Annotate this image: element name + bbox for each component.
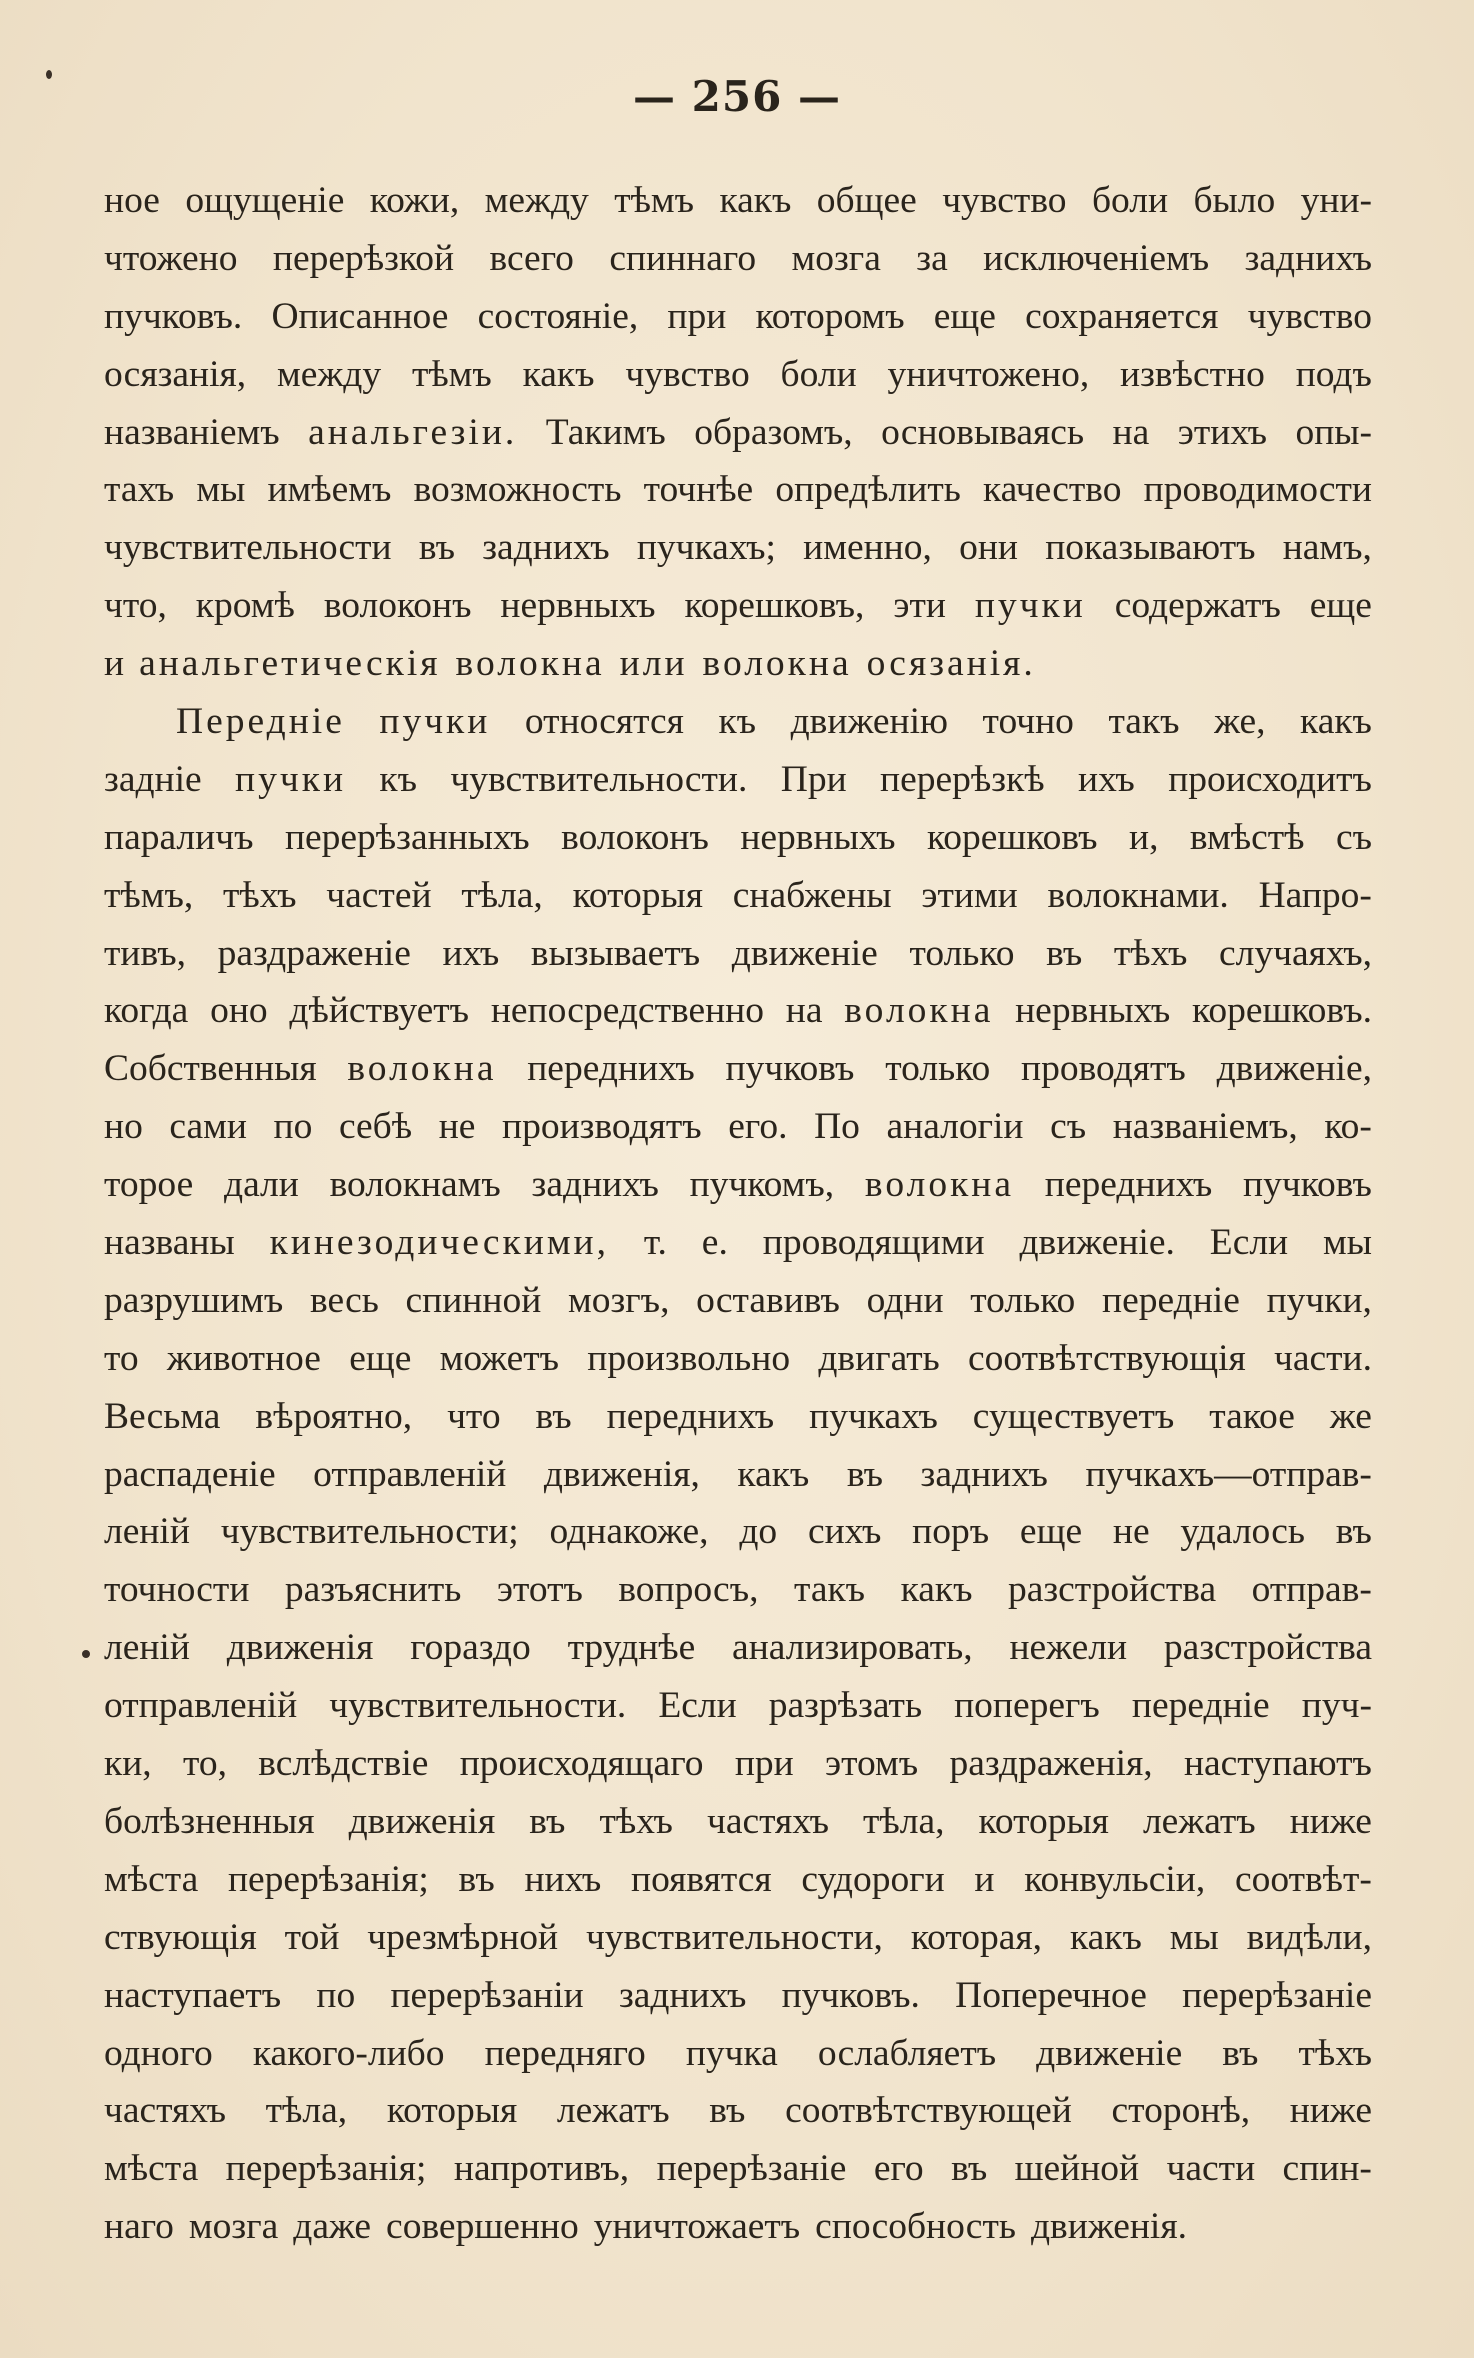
text-line: Весьма вѣроятно, что въ переднихъ пучкахъ существуетъ такое же bbox=[104, 1395, 1372, 1437]
text-line: но сами по себѣ не производятъ его. По аналогіи съ названіемъ, ко- bbox=[104, 1106, 1372, 1148]
text-line: мѣста перерѣзанія; напротивъ, перерѣзаніе его въ шейной части спин- bbox=[104, 2148, 1372, 2190]
text-line: болѣзненныя движенія въ тѣхъ частяхъ тѣла, которыя лежатъ ниже bbox=[104, 1800, 1372, 1842]
text-line: частяхъ тѣла, которыя лежатъ въ соотвѣтствующей сторонѣ, ниже bbox=[104, 2090, 1372, 2132]
text-line: торое дали волокнамъ заднихъ пучкомъ, волокна переднихъ пучковъ bbox=[104, 1164, 1372, 1206]
text-line: одного какого-либо передняго пучка ослабляетъ движеніе въ тѣхъ bbox=[104, 2032, 1372, 2074]
text-line: что, кромѣ волоконъ нервныхъ корешковъ, эти пучки содержатъ еще bbox=[104, 585, 1372, 627]
text-line: когда оно дѣйствуетъ непосредственно на волокна нервныхъ корешковъ. bbox=[104, 990, 1372, 1032]
text-line: осязанія, между тѣмъ какъ чувство боли уничтожено, извѣстно подъ bbox=[104, 353, 1372, 395]
text-line: то животное еще можетъ произвольно двигать соотвѣтствующія части. bbox=[104, 1337, 1372, 1379]
text-line: названы кинезодическими, т. е. проводящими движеніе. Если мы bbox=[104, 1222, 1372, 1264]
text-line: задніе пучки къ чувствительности. При перерѣзкѣ ихъ происходитъ bbox=[104, 758, 1372, 800]
text-line: наго мозга даже совершенно уничтожаетъ способность движенія. bbox=[104, 2206, 1187, 2248]
text-line: наступаетъ по перерѣзаніи заднихъ пучковъ. Поперечное перерѣзаніе bbox=[104, 1974, 1372, 2016]
text-line: названіемъ анальгезіи. Такимъ образомъ, основываясь на этихъ опы- bbox=[104, 411, 1372, 453]
text-line: отправленій чувствительности. Если разрѣзать поперегъ передніе пуч- bbox=[104, 1685, 1372, 1727]
text-line: леній чувствительности; однакоже, до сихъ поръ еще не удалось въ bbox=[104, 1511, 1372, 1553]
text-line: тахъ мы имѣемъ возможность точнѣе опредѣлить качество проводимости bbox=[104, 469, 1372, 511]
text-line: Передніе пучки относятся къ движенію точно такъ же, какъ bbox=[176, 701, 1372, 743]
text-line: леній движенія гораздо труднѣе анализировать, нежели разстройства bbox=[104, 1627, 1372, 1669]
print-speck bbox=[46, 70, 52, 79]
print-speck bbox=[82, 1650, 90, 1658]
text-line: и анальгетическія волокна или волокна осязанія. bbox=[104, 643, 1036, 685]
text-line: распаденіе отправленій движенія, какъ въ заднихъ пучкахъ—отправ- bbox=[104, 1453, 1372, 1495]
text-line: точности разъяснить этотъ вопросъ, такъ какъ разстройства отправ- bbox=[104, 1569, 1372, 1611]
text-line: ки, то, вслѣдствіе происходящаго при этомъ раздраженія, наступаютъ bbox=[104, 1743, 1372, 1785]
text-line: ствующія той чрезмѣрной чувствительности, которая, какъ мы видѣли, bbox=[104, 1916, 1372, 1958]
text-line: мѣста перерѣзанія; въ нихъ появятся судороги и конвульсіи, соотвѣт- bbox=[104, 1858, 1372, 1900]
text-line: ное ощущеніе кожи, между тѣмъ какъ общее чувство боли было уни- bbox=[104, 180, 1372, 221]
body-text bbox=[104, 172, 1372, 2256]
text-line: Собственныя волокна переднихъ пучковъ только проводятъ движеніе, bbox=[104, 1048, 1372, 1090]
text-line: чтожено перерѣзкой всего спиннаго мозга за исключеніемъ заднихъ bbox=[104, 237, 1372, 279]
text-line: разрушимъ весь спинной мозгъ, оставивъ одни только передніе пучки, bbox=[104, 1279, 1372, 1321]
text-line: пучковъ. Описанное состояніе, при которомъ еще сохраняется чувство bbox=[104, 295, 1372, 337]
text-line: чувствительности въ заднихъ пучкахъ; именно, они показываютъ намъ, bbox=[104, 527, 1372, 569]
text-line: параличъ перерѣзанныхъ волоконъ нервныхъ корешковъ и, вмѣстѣ съ bbox=[104, 816, 1372, 858]
page-number: — 256 — bbox=[633, 72, 841, 121]
text-line: тивъ, раздраженіе ихъ вызываетъ движеніе только въ тѣхъ случаяхъ, bbox=[104, 932, 1372, 974]
text-line: тѣмъ, тѣхъ частей тѣла, которыя снабжены этими волокнами. Напро- bbox=[104, 874, 1372, 916]
